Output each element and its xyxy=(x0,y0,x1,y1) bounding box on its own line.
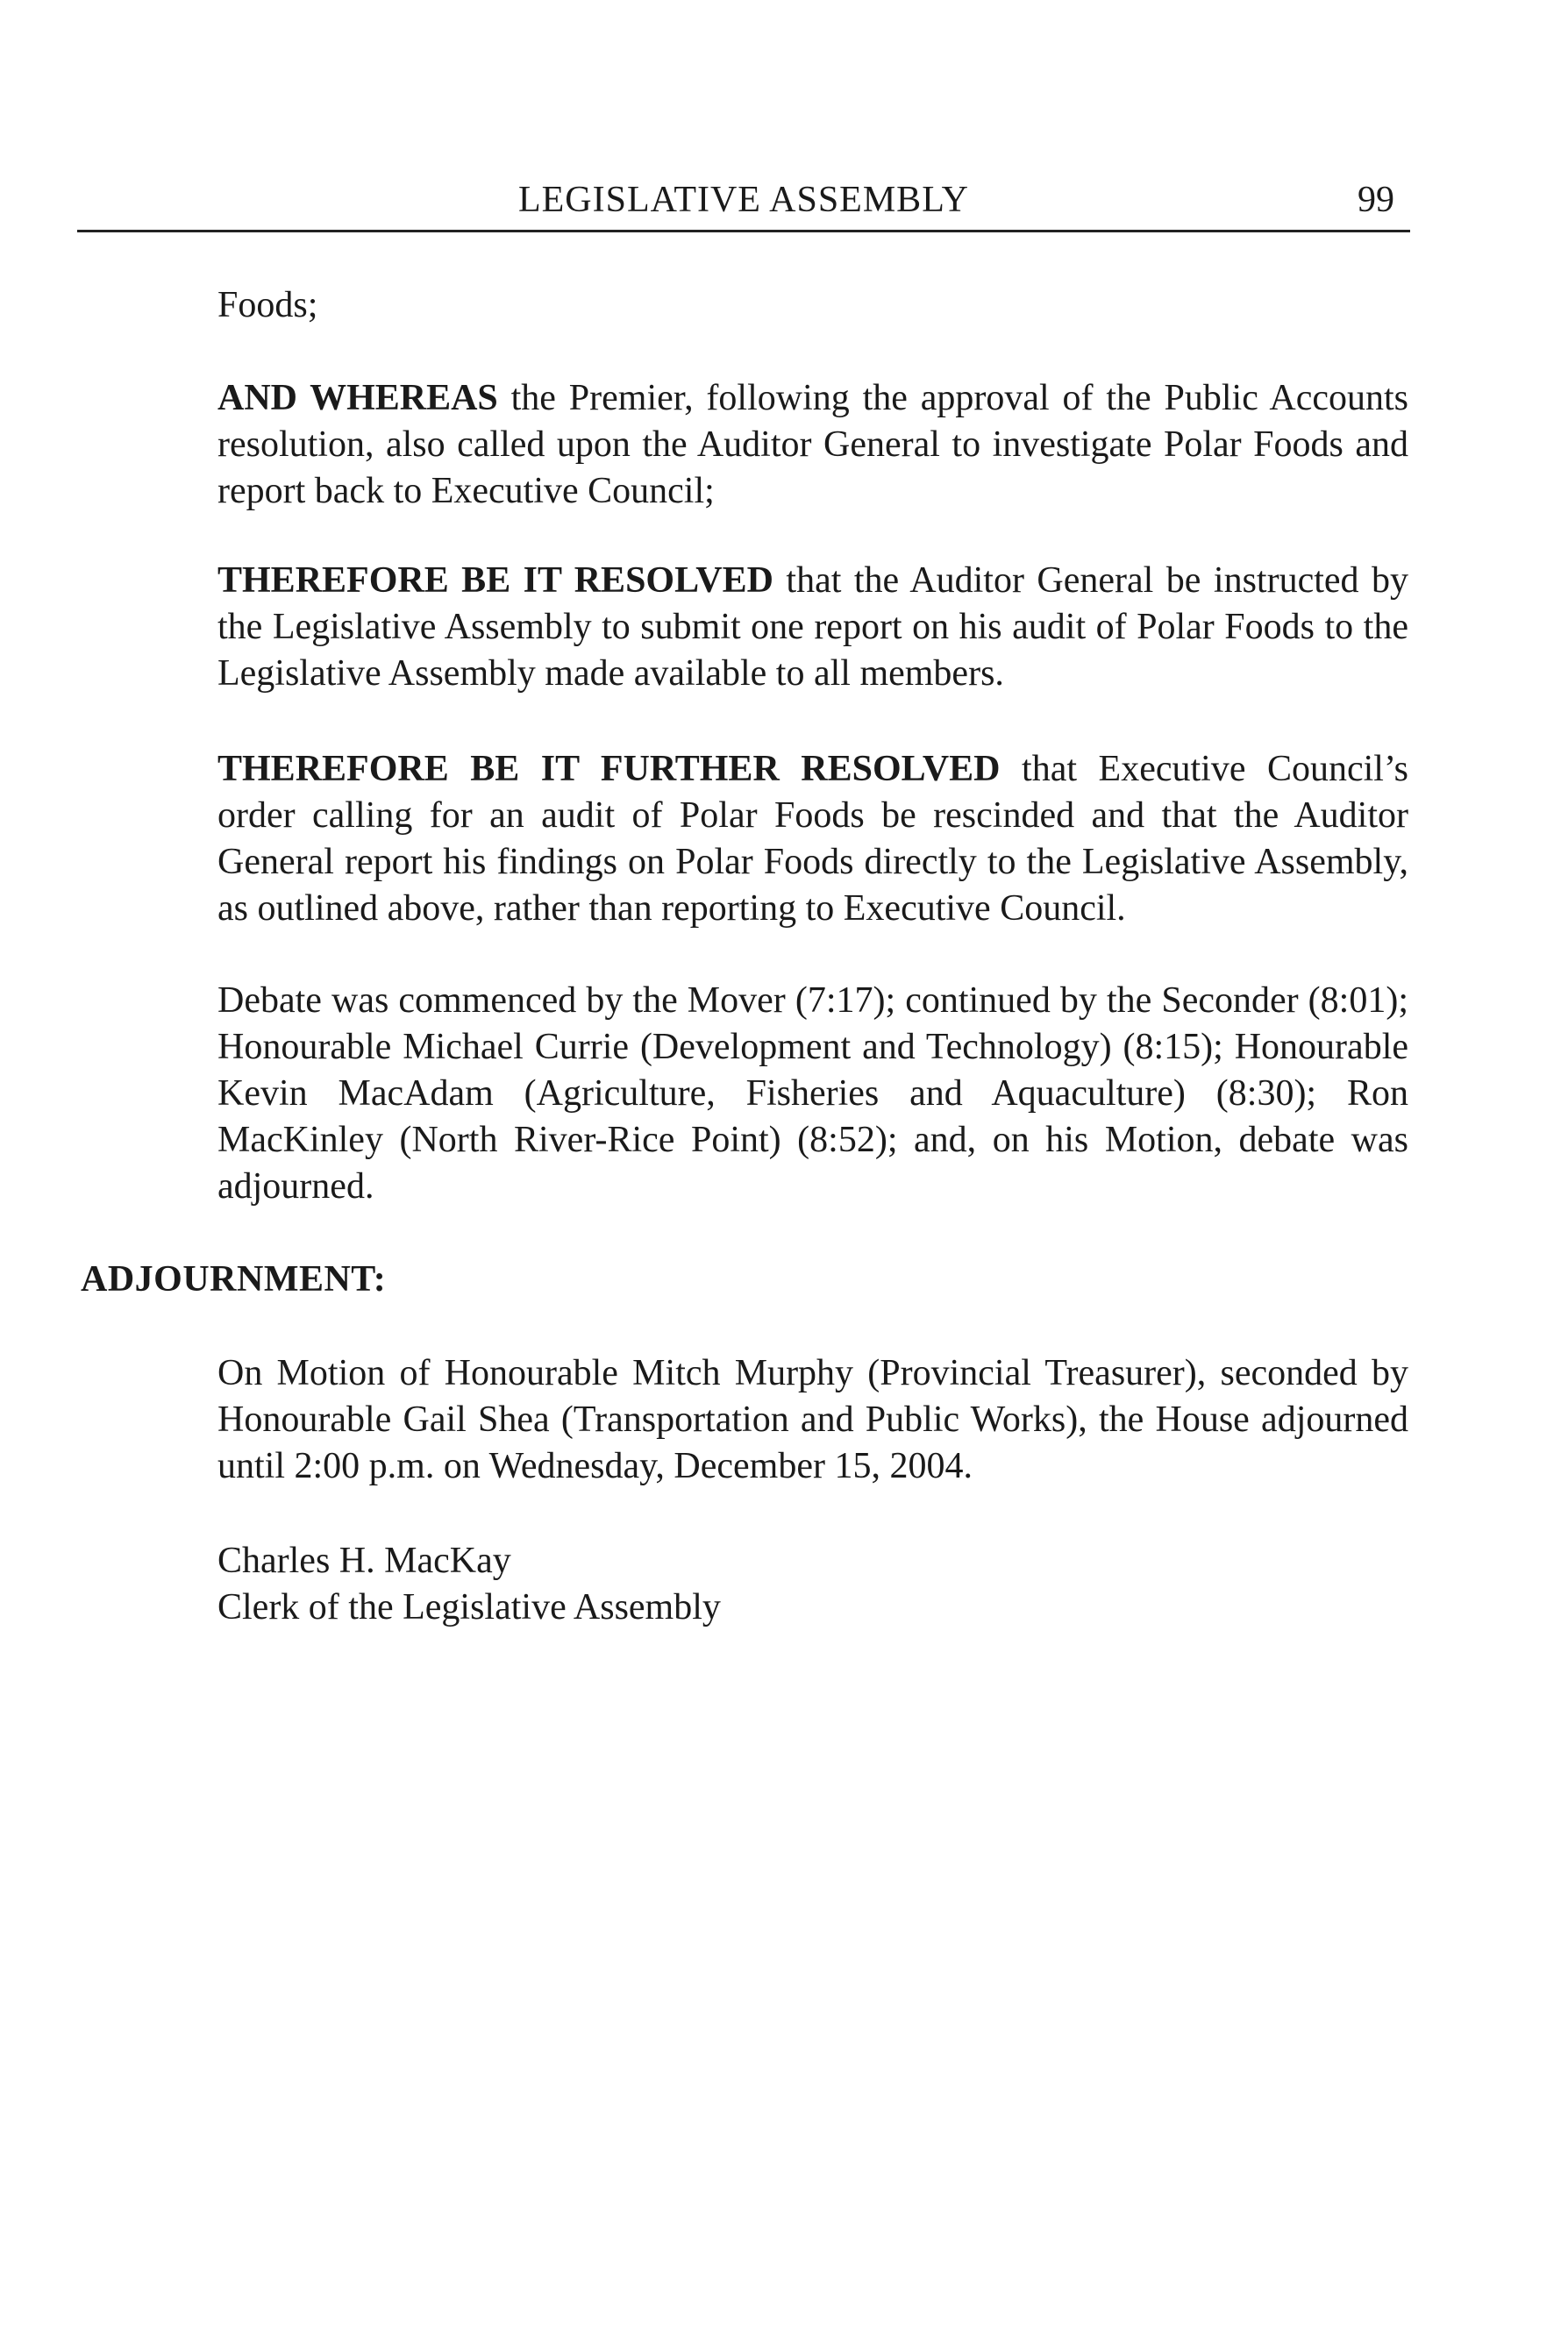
further-text: that Executive Council’s order calling for an audit of Polar Foods be rescinded and that the Auditor General report his findings on Polar Foods directly to the Legislative Assembly, as outlined above, rather than reporting to Executive Council. xyxy=(217,749,1408,929)
paragraph-whereas xyxy=(217,375,1408,515)
adjournment-heading: ADJOURNMENT: xyxy=(81,1259,387,1300)
paragraph-further-resolved xyxy=(217,746,1408,932)
paragraph-resolved xyxy=(217,558,1408,697)
page-number: 99 xyxy=(1358,180,1394,220)
signature-title: Clerk of the Legislative Assembly xyxy=(217,1587,721,1627)
paragraph-foods xyxy=(217,282,1408,329)
paragraph-adjournment xyxy=(217,1350,1408,1490)
signature-name: Charles H. MacKay xyxy=(217,1541,511,1581)
whereas-lead: AND WHEREAS xyxy=(217,378,498,418)
foods-text: Foods; xyxy=(217,285,318,325)
resolved-text: that the Auditor General be instructed by the Legislative Assembly to submit one report on his audit of Polar Foods to the Legislative Assembly made available to all members. xyxy=(217,560,1408,694)
header-title: LEGISLATIVE ASSEMBLY xyxy=(518,180,969,220)
adjournment-text: On Motion of Honourable Mitch Murphy (Provincial Treasurer), seconded by Honourable Gail Shea (Transportation and Public Works), the House adjourned until 2:00 p.m. on Wednesday, December 15, 2004. xyxy=(217,1353,1408,1486)
resolved-lead: THEREFORE BE IT RESOLVED xyxy=(217,560,773,601)
whereas-text: the Premier, following the approval of the Public Accounts resolution, also called upon the Auditor General to investigate Polar Foods and report back to Executive Council; xyxy=(217,378,1408,511)
paragraph-debate xyxy=(217,978,1408,1210)
further-lead: THEREFORE BE IT FURTHER RESOLVED xyxy=(217,749,1001,789)
signature-block xyxy=(217,1538,1408,1631)
page-header xyxy=(77,175,1410,232)
debate-text: Debate was commenced by the Mover (7:17); continued by the Seconder (8:01); Honourable Michael Currie (Development and Technology) (8:15); Honourable Kevin MacAdam (Agriculture, Fisheries and Aquaculture) (8:30); Ron MacKinley (North River-Rice Point) (8:52); and, on his Motion, debate was adjourned. xyxy=(217,980,1408,1207)
